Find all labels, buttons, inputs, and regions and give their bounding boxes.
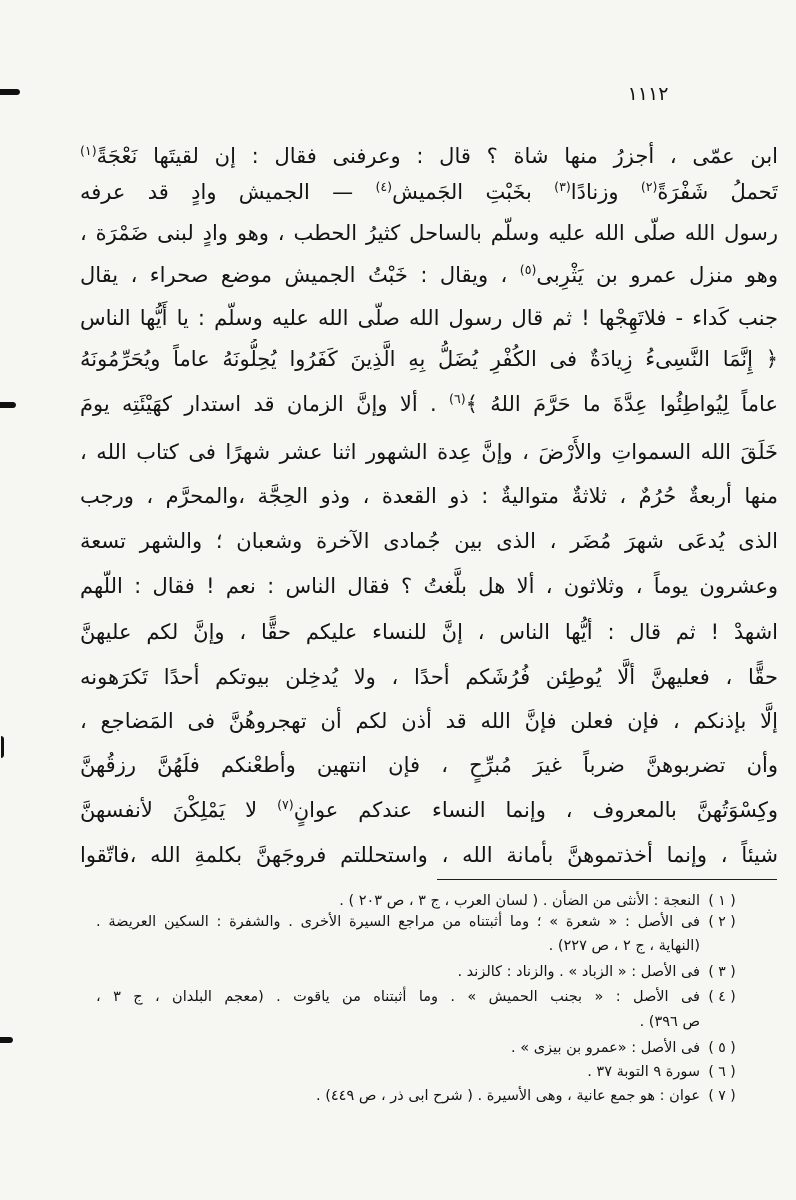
text-line-16 [80, 790, 778, 830]
text-line-14 [80, 701, 778, 741]
text-segment: — الجميش وادٍ قد عرفه [80, 180, 376, 204]
text-segment: . ألا وإنَّ الزمان قد استدار كهَيْئَتِه يومَ [80, 392, 450, 416]
footnote-text: فى الأصل : «عمرو بن بيزى » . [511, 1040, 700, 1056]
text-segment: ابن عمّى ، أجزرُ منها شاة ؟ قال : وعرفنى فقال : إن لقيتَها نَعْجَةً [96, 144, 778, 168]
text-line-9 [80, 476, 778, 516]
text-line-12 [80, 612, 778, 652]
quran-verse-segment: عاماً لِيُواطِئُوا عِدَّةَ ما حَرَّمَ اللهُ ﴾ [465, 392, 778, 416]
text-segment: جنب كَداء - فلاتَهِجْها ! ثم قال رسول الله صلّى الله عليه وسلّم : يا أَيُّها الناس [80, 306, 778, 330]
quran-verse-segment: ﴿ إِنَّمَا النَّسِىءُ زِيادَةٌ فى الكُفْرِ يُضَلُّ بِهِ الَّذِينَ كَفَرُوا يُحِلُّونَهُ عاماً ويُحَرِّمُونَهُ [80, 347, 778, 371]
footnote-text-continued: (النهاية ، ج ٢ ، ص ٢٢٧) . [548, 938, 700, 954]
text-segment: لا يَمْلِكْنَ لأنفسهنَّ [80, 798, 278, 822]
text-line-10 [80, 521, 778, 561]
text-segment: وهو منزل عمرو بن يَثْرِبى [536, 263, 778, 287]
footnote-marker: (١) [80, 143, 97, 158]
text-line-11 [80, 566, 778, 606]
text-segment: شيئاً ، وإنما أخذتموهنَّ بأمانة الله ، واستحللتم فروجَهنَّ بكلمةِ الله ،فاتّقوا [80, 843, 778, 867]
footnote-number: ( ٦ ) [708, 1064, 736, 1080]
text-line-4 [80, 255, 778, 295]
footnote-marker: (٧) [277, 797, 294, 812]
text-line-15 [80, 745, 778, 785]
text-line-5 [80, 298, 778, 338]
footnote-number: ( ٥ ) [708, 1040, 736, 1056]
footnote-text: فى الأصل : « شعرة » ؛ وما أثبتناه من مراجع السيرة الأخرى . والشفرة : السكين العريضة . [96, 914, 700, 930]
text-segment: حقًّا ، فعليهنَّ ألَّا يُوطِئن فُرُشَكم أحدًا ، ولا يُدخِلن بيوتكم أحدًا تَكرَهونه [80, 665, 778, 689]
footnote-text: سورة ٩ التوبة ٣٧ . [587, 1064, 700, 1080]
scan-mark [0, 89, 20, 95]
text-line-7 [80, 384, 778, 424]
scan-mark [0, 402, 16, 408]
footnote-text-continued: ص ٣٩٦) . [639, 1014, 700, 1030]
footnote-number: ( ٣ ) [708, 964, 736, 980]
footnote-number: ( ١ ) [708, 893, 736, 909]
footnote-separator [437, 879, 777, 880]
text-line-13 [80, 657, 778, 697]
footnote-number: ( ٢ ) [708, 914, 736, 930]
footnote-marker: (٢) [640, 179, 658, 194]
text-line-6 [80, 339, 778, 379]
text-segment: وعشرون يوماً ، وثلاثون ، ألا هل بلَّغتُ ؟ فقال الناس : نعم ! فقال : اللّهم [80, 574, 778, 598]
footnote-text: النعجة : الأنثى من الضأن . ( لسان العرب ، ج ٣ ، ص ٢٠٣ ) . [339, 893, 700, 909]
text-line-2 [80, 172, 778, 212]
text-segment: وزنادًا [570, 180, 641, 204]
footnote-marker: (٦) [449, 391, 466, 406]
footnote-text: فى الأصل : « بجنب الحميش » . وما أثبتناه من ياقوت . (معجم البلدان ، ج ٣ ، [96, 989, 700, 1005]
text-segment: وأن تضربوهنَّ ضرباً غيرَ مُبرِّحٍ ، فإن انتهين وأطعْنكم فلَهُنَّ رزقُهنَّ [80, 753, 778, 777]
text-segment: اشهدْ ! ثم قال : أيُّها الناس ، إنَّ للنساء عليكم حقًّا ، وإنَّ لكم عليهنَّ [80, 620, 778, 644]
text-segment: ، ويقال : خَبْتُ الجميش موضع صحراء ، يقال [80, 263, 520, 287]
footnote-marker: (٥) [519, 262, 537, 277]
footnote-marker: (٤) [375, 179, 393, 194]
text-segment: منها أربعةٌ حُرُمٌ ، ثلاثةٌ متواليةٌ : ذو القعدة ، وذو الحِجَّة ،والمحرَّم ، ورجب [80, 484, 778, 508]
footnote-text: فى الأصل : « الزباد » . والزناد : كالزند . [457, 964, 700, 980]
text-segment: تَحملُ شَفْرَةً [657, 180, 778, 204]
footnote-number: ( ٧ ) [708, 1088, 736, 1104]
page-number: ١١١٢ [627, 83, 669, 105]
text-segment: بخَبْتِ الجَميش [392, 180, 555, 204]
footnote-number: ( ٤ ) [708, 989, 736, 1005]
text-segment: خَلَقَ الله السمواتِ والأَرْضَ ، وإنَّ عِدة الشهور اثنا عشر شهرًا فى كتاب الله ، [80, 440, 778, 464]
text-segment: إلَّا بإذنكم ، فإن فعلن فإنَّ الله قد أذن لكم أن تهجروهُنَّ فى المَضاجع ، [80, 709, 778, 733]
footnote-text: عوان : هو جمع عانية ، وهى الأسيرة . ( شرح ابى ذر ، ص ٤٤٩) . [316, 1088, 700, 1104]
text-line-1 [80, 136, 778, 176]
footnote-marker: (٣) [554, 179, 571, 194]
text-line-8 [80, 432, 778, 472]
text-segment: رسول الله صلّى الله عليه وسلّم بالساحل كثيرُ الحطب ، وهو وادٍ لبنى ضَمْرَة ، [80, 221, 778, 245]
text-segment: الذى يُدعَى شهرَ مُضَر ، الذى بين جُمادى الآخرة وشعبان ؛ والشهر تسعة [80, 529, 778, 553]
text-line-17 [80, 835, 778, 875]
scan-mark [1, 736, 4, 758]
scan-mark [0, 1037, 13, 1043]
text-segment: وكِسْوَتُهنَّ بالمعروف ، وإنما النساء عندكم عوانٍ [293, 798, 778, 822]
text-line-3 [80, 213, 778, 253]
